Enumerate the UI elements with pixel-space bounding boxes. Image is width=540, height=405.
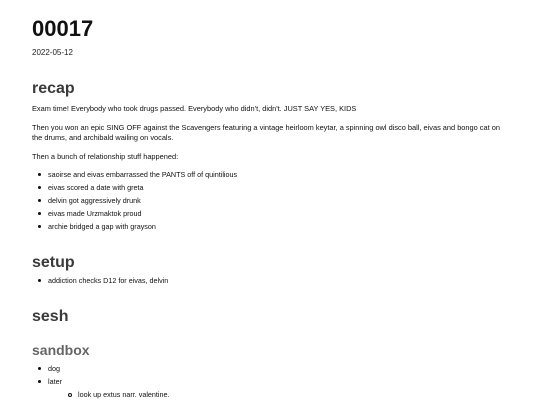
list-item <box>32 375 170 401</box>
page-title: 00017 <box>32 16 94 41</box>
recap-paragraph: Then you won an epic SING OFF against the Scavengers featuring a vintage heirloom keytar, a spinning owl disco ball, eivas and bongo cat on the drums, and archibald wailing on vocals. <box>32 123 500 142</box>
section-heading-setup: setup <box>32 254 75 271</box>
recap-list <box>32 168 237 233</box>
list-item: dog <box>32 362 170 375</box>
sandbox-sublist <box>48 388 170 401</box>
list-item: eivas made Urzmaktok proud <box>32 207 237 220</box>
list-item-label: later <box>48 377 62 386</box>
list-item: archie bridged a gap with grayson <box>32 220 237 233</box>
list-item: eivas scored a date with greta <box>32 181 237 194</box>
page-date: 2022-05-12 <box>32 48 73 57</box>
section-heading-recap: recap <box>32 80 75 97</box>
sandbox-list <box>32 362 170 401</box>
recap-paragraph: Then a bunch of relationship stuff happened: <box>32 152 179 161</box>
setup-list <box>32 274 168 287</box>
section-heading-sesh: sesh <box>32 308 69 325</box>
sub-list-item: look up extus narr. valentine. <box>62 388 170 401</box>
list-item: saoirse and eivas embarrassed the PANTS off of quintilious <box>32 168 237 181</box>
recap-paragraph: Exam time! Everybody who took drugs passed. Everybody who didn't, didn't. JUST SAY YES, KIDS <box>32 104 357 113</box>
list-item: delvin got aggressively drunk <box>32 194 237 207</box>
list-item: addiction checks D12 for eivas, delvin <box>32 274 168 287</box>
subsection-heading-sandbox: sandbox <box>32 342 90 358</box>
